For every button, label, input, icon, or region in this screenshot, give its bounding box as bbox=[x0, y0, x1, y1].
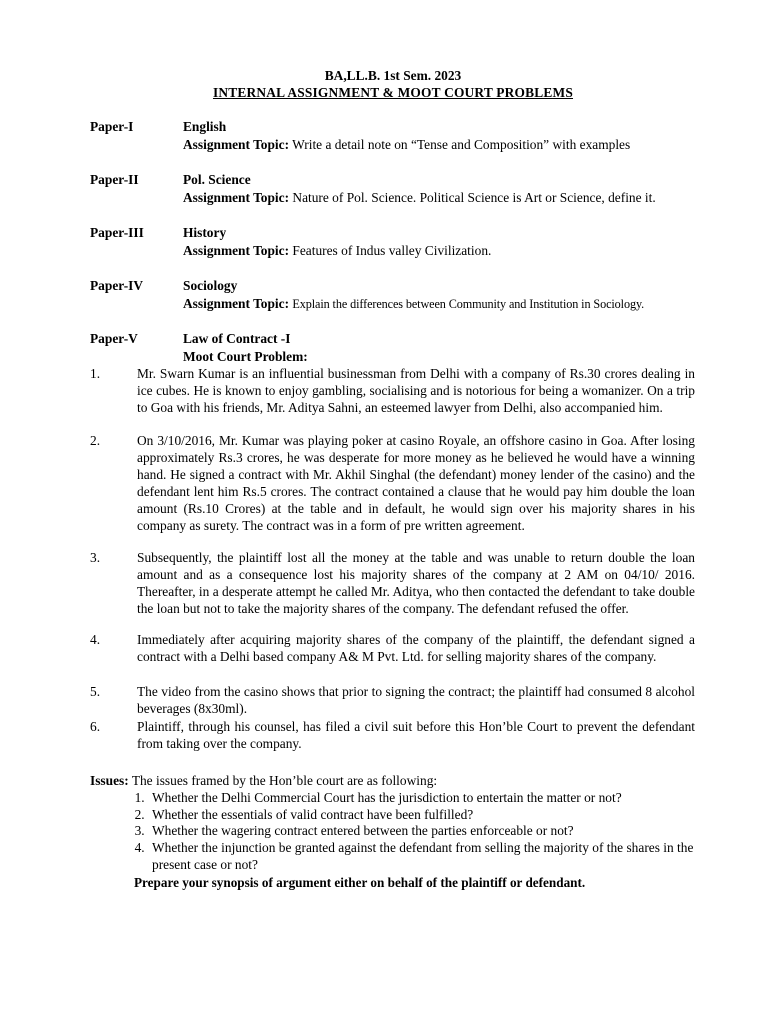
paper-section-5 bbox=[90, 330, 700, 365]
assignment-topic bbox=[183, 295, 700, 314]
assignment-topic bbox=[183, 136, 700, 154]
moot-paragraph-6 bbox=[90, 718, 695, 752]
assignment-topic bbox=[183, 242, 700, 260]
document-title: BA,LL.B. 1st Sem. 2023 bbox=[324, 68, 462, 83]
paragraph-number: 1. bbox=[90, 366, 101, 381]
paragraph-text: The video from the casino shows that prior to signing the contract; the plaintiff had consumed 8 alcohol beverages (8x30ml). bbox=[137, 684, 695, 716]
document-subtitle: INTERNAL ASSIGNMENT & MOOT COURT PROBLEMS bbox=[212, 85, 574, 100]
paper-section-4 bbox=[90, 277, 700, 313]
issues-section bbox=[90, 773, 700, 874]
paper-subject: Law of Contract -I bbox=[183, 331, 291, 346]
paper-code: Paper-II bbox=[90, 172, 139, 187]
issue-item: 4. Whether the injunction be granted against the defendant from selling the majority of the shares in the present case or not? bbox=[148, 840, 700, 874]
paragraph-number: 5. bbox=[90, 684, 101, 699]
moot-paragraph-5 bbox=[90, 683, 695, 717]
paragraph-text: Subsequently, the plaintiff lost all the money at the table and was unable to return double the loan amount and as a consequence lost his majority shares of the company at 2 AM on 04/10/ 2016. Thereafter, in a desperate attempt he called Mr. Aditya, who then contacted the defendant to take double the loan but not to take the majority shares of the company. The defendant refused the offer. bbox=[137, 550, 695, 616]
topic-label: Assignment Topic: bbox=[183, 295, 290, 311]
paragraph-number: 6. bbox=[90, 719, 101, 734]
moot-paragraph-2 bbox=[90, 432, 695, 534]
issues-intro-line bbox=[90, 773, 700, 790]
paper-section-2 bbox=[90, 171, 700, 206]
paragraph-number: 3. bbox=[90, 550, 101, 565]
topic-label: Assignment Topic: bbox=[183, 189, 290, 205]
paragraph-number: 2. bbox=[90, 433, 101, 448]
paper-section-3 bbox=[90, 224, 700, 259]
issue-item: 2. Whether the essentials of valid contract have been fulfilled? bbox=[148, 807, 700, 824]
paragraph-text: Mr. Swarn Kumar is an influential businessman from Delhi with a company of Rs.30 crores dealing in ice cubes. He is known to enjoy gambling, socialising and is notorious for being a womanizer. On a trip to Goa with his friends, Mr. Aditya Sahni, an esteemed lawyer from Delhi, also accompanied him. bbox=[137, 366, 695, 415]
issue-item: 3. Whether the wagering contract entered between the parties enforceable or not? bbox=[148, 823, 700, 840]
paper-code: Paper-V bbox=[90, 331, 138, 346]
paper-code: Paper-I bbox=[90, 119, 134, 134]
closing-instruction: Prepare your synopsis of argument either on behalf of the plaintiff or defendant. bbox=[134, 875, 586, 890]
moot-court-heading: Moot Court Problem: bbox=[183, 348, 308, 364]
paragraph-text: On 3/10/2016, Mr. Kumar was playing poker at casino Royale, an offshore casino in Goa. After losing approximately Rs.3 crores, he was desperate for more money as he believed he would have a winning hand. He signed a contract with Mr. Akhil Singhal (the defendant) money lender of the casino) and the defendant lent him Rs.5 crores. The contract contained a clause that he would pay him double the loan amount (Rs.10 Crores) at the table and in default, he would sign over his majority shares in his company as surety. The contract was in a form of pre written agreement. bbox=[137, 433, 695, 533]
paper-subject: Pol. Science bbox=[183, 172, 251, 187]
paper-subject: Sociology bbox=[183, 278, 238, 293]
topic-text: Features of Indus valley Civilization. bbox=[292, 242, 492, 258]
topic-text: Write a detail note on “Tense and Composition” with examples bbox=[292, 136, 631, 152]
moot-paragraph-1 bbox=[90, 365, 695, 416]
paragraph-number: 4. bbox=[90, 632, 101, 647]
paper-subject: History bbox=[183, 225, 227, 240]
paper-section-1 bbox=[90, 118, 700, 153]
paragraph-text: Immediately after acquiring majority shares of the company of the plaintiff, the defendant signed a contract with a Delhi based company A& M Pvt. Ltd. for selling majority shares of the company. bbox=[137, 632, 695, 664]
issues-intro: The issues framed by the Hon’ble court are as following: bbox=[131, 773, 438, 788]
moot-paragraph-3 bbox=[90, 549, 695, 617]
paper-subject: English bbox=[183, 119, 227, 134]
moot-paragraph-4 bbox=[90, 631, 695, 665]
topic-text: Explain the differences between Community and Institution in Sociology. bbox=[292, 296, 645, 311]
assignment-topic bbox=[183, 189, 700, 207]
issues-list bbox=[90, 790, 700, 874]
paper-code: Paper-IV bbox=[90, 278, 144, 293]
topic-text: Nature of Pol. Science. Political Science is Art or Science, define it. bbox=[292, 189, 656, 205]
paragraph-text: Plaintiff, through his counsel, has filed a civil suit before this Hon’ble Court to prevent the defendant from taking over the company. bbox=[137, 719, 695, 751]
paper-code: Paper-III bbox=[90, 225, 144, 240]
issues-label: Issues: bbox=[90, 773, 129, 788]
topic-label: Assignment Topic: bbox=[183, 242, 290, 258]
issue-item: 1. Whether the Delhi Commercial Court has the jurisdiction to entertain the matter or not? bbox=[148, 790, 700, 807]
topic-label: Assignment Topic: bbox=[183, 136, 290, 152]
